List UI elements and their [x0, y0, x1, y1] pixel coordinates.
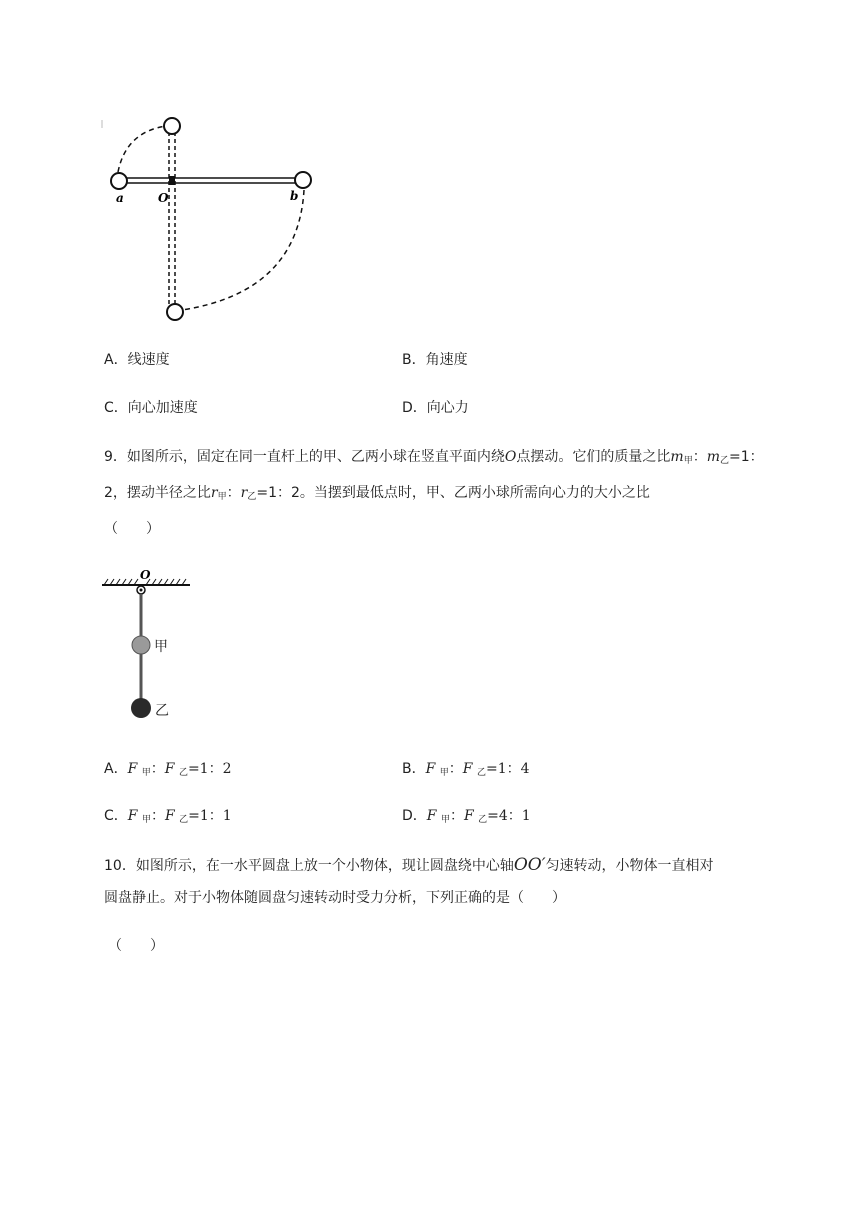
ball-yi: [131, 698, 151, 718]
q9-figure: [100, 563, 200, 723]
q8-option-d[interactable]: D．向心力: [402, 400, 469, 416]
label-b: b: [290, 189, 299, 203]
q9-option-b[interactable]: B．F $_甲$：F $_乙$=1：4: [402, 761, 530, 778]
q8-option-b[interactable]: B．角速度: [402, 352, 468, 368]
pivot-label: O: [140, 568, 151, 582]
label-a: a: [116, 191, 124, 205]
q8-option-a[interactable]: A．线速度: [104, 352, 170, 368]
ball-a: [111, 173, 127, 189]
ball-b: [295, 172, 311, 188]
q9-question: 9．如图所示，固定在同一直杆上的甲、乙两小球在竖直平面内绕O点摆动。它们的质量之比$m_甲$：$m_乙=1$：2，摆动半径之比$r_甲$：$r_乙=1$：2。当摆到最低点时，甲、乙两小球所需向心力的大小之比 （ ）: [104, 449, 764, 537]
q9-option-a[interactable]: A．F $_甲$：F $_乙$=1：2: [104, 761, 232, 778]
q10-answer-paren: （ ）: [108, 938, 164, 954]
arc-a-to-top: [118, 126, 166, 172]
svg-text:甲: 甲: [154, 639, 168, 655]
svg-text:乙: 乙: [155, 703, 169, 719]
q9-option-d[interactable]: D．F $_甲$：F $_乙$=4：1: [402, 808, 531, 825]
q8-option-c[interactable]: C．向心加速度: [104, 400, 198, 416]
q10-question: 10．如图所示，在一水平圆盘上放一个小物体，现让圆盘绕中心轴OO′匀速转动，小物体一直相对 圆盘静止。对于小物体随圆盘匀速转动时受力分析，下列正确的是（ ）: [104, 855, 714, 906]
ball-bottom: [167, 304, 183, 320]
q8-figure: [98, 110, 328, 325]
ball-jia: [132, 636, 150, 654]
ball-top: [164, 118, 180, 134]
arc-b-to-bottom: [182, 190, 304, 310]
label-o: O: [158, 191, 169, 205]
q9-option-c[interactable]: C．F $_甲$：F $_乙$=1：1: [104, 808, 232, 825]
q9-answer-paren: （ ）: [104, 521, 160, 537]
